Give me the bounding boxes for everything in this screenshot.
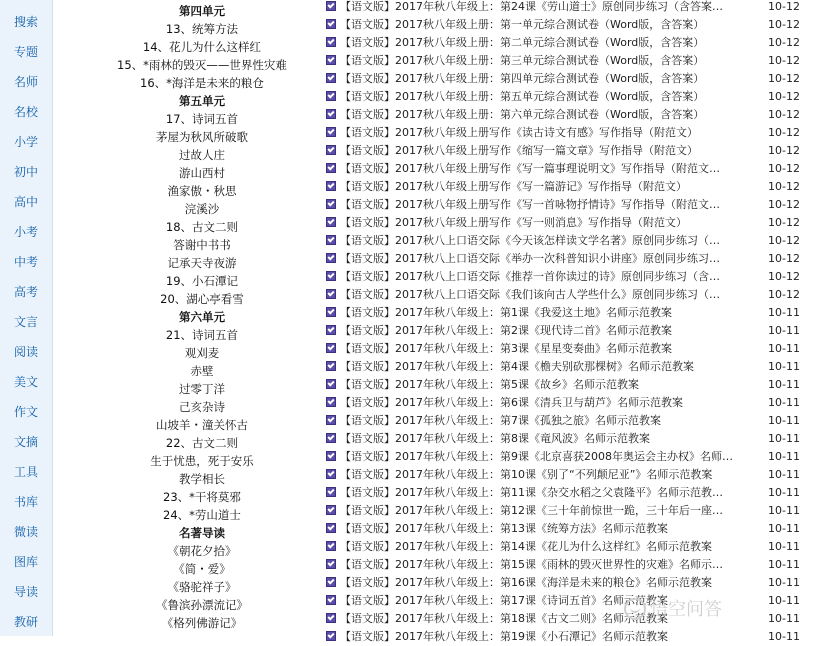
list-item-date: 10-11 xyxy=(768,522,800,535)
list-item-date: 10-11 xyxy=(768,594,800,607)
list-item-date: 10-11 xyxy=(768,432,800,445)
document-checkbox-icon xyxy=(326,37,336,47)
list-item xyxy=(322,286,839,304)
wukong-logo-icon xyxy=(624,598,646,620)
list-item-date: 10-12 xyxy=(768,54,800,67)
list-item xyxy=(322,412,839,430)
list-item xyxy=(322,34,839,52)
toc-link[interactable]: 答谢中书书 xyxy=(173,238,231,252)
list-item-title-link[interactable]: 【语文版】2017年秋八年级上：第4课《檐夫别砍那棵树》名师示范教案 xyxy=(340,360,694,373)
nav-item[interactable]: 导读 xyxy=(13,585,38,599)
document-checkbox-icon xyxy=(326,217,336,227)
list-item-title-link[interactable]: 【语文版】2017秋八年级上册写作《写一篇游记》写作指导（附范文） xyxy=(340,180,687,193)
list-item xyxy=(322,16,839,34)
list-item-title-link[interactable]: 【语文版】2017年秋八年级上：第10课《别了“不列颠尼亚”》名师示范教案 xyxy=(340,468,713,481)
list-item-title-link[interactable]: 【语文版】2017秋八年级上册写作《缩写一篇文章》写作指导（附范文） xyxy=(340,144,698,157)
document-checkbox-icon xyxy=(326,523,336,533)
document-checkbox-icon xyxy=(326,397,336,407)
toc-link[interactable]: 生于忧患，死于安乐 xyxy=(150,454,254,468)
list-item xyxy=(322,574,839,592)
list-item-title-link[interactable]: 【语文版】2017秋八上口语交际《推荐一首你读过的诗》原创同步练习（含… xyxy=(340,270,720,283)
list-item-title-link[interactable]: 【语文版】2017年秋八年级上：第12课《三十年前惊世一跪，三十年后一座… xyxy=(340,504,723,517)
nav-item[interactable]: 教研 xyxy=(13,615,38,629)
toc-link[interactable]: 24、*劳山道士 xyxy=(163,508,241,522)
list-item-title-link[interactable]: 【语文版】2017年秋八年级上：第24课《劳山道士》原创同步练习（含答案… xyxy=(340,0,723,13)
document-checkbox-icon xyxy=(326,487,336,497)
toc-section-heading: 名著导读 xyxy=(179,526,225,540)
list-item-date: 10-12 xyxy=(768,126,800,139)
toc-link[interactable]: 渔家傲・秋思 xyxy=(167,184,237,198)
list-item-date: 10-12 xyxy=(768,144,800,157)
list-item-title-link[interactable]: 【语文版】2017秋八上口语交际《我们该向古人学些什么》原创同步练习（… xyxy=(340,288,720,301)
nav-item[interactable]: 书库 xyxy=(13,495,38,509)
toc-link[interactable]: 赤壁 xyxy=(190,364,214,378)
toc-link[interactable]: 山坡羊・潼关怀古 xyxy=(156,418,248,432)
list-item-title-link[interactable]: 【语文版】2017年秋八年级上：第9课《北京喜获2008年奥运会主办权》名师… xyxy=(340,450,733,463)
list-item xyxy=(322,70,839,88)
nav-item[interactable]: 初中 xyxy=(13,165,38,179)
document-checkbox-icon xyxy=(326,163,336,173)
list-item-title-link[interactable]: 【语文版】2017秋八年级上册写作《写一首咏物抒情诗》写作指导（附范文… xyxy=(340,198,720,211)
list-item-title-link[interactable]: 【语文版】2017秋八年级上册：第五单元综合测试卷（Word版，含答案） xyxy=(340,90,705,103)
document-checkbox-icon xyxy=(326,145,336,155)
list-item-date: 10-11 xyxy=(768,504,800,517)
toc-section-heading: 第五单元 xyxy=(179,94,225,108)
toc-link[interactable]: 19、小石潭记 xyxy=(165,274,239,288)
nav-item[interactable]: 工具 xyxy=(13,465,38,479)
list-item xyxy=(322,484,839,502)
document-checkbox-icon xyxy=(326,631,336,641)
list-item-date: 10-11 xyxy=(768,450,800,463)
document-checkbox-icon xyxy=(326,19,336,29)
list-item xyxy=(322,538,839,556)
document-checkbox-icon xyxy=(326,613,336,623)
toc-section-heading: 第六单元 xyxy=(179,310,225,324)
list-item-title-link[interactable]: 【语文版】2017年秋八年级上：第16课《海洋是未来的粮仓》名师示范教案 xyxy=(340,576,712,589)
document-checkbox-icon xyxy=(326,271,336,281)
toc-link[interactable]: 13、统筹方法 xyxy=(165,22,239,36)
document-checkbox-icon xyxy=(326,253,336,263)
list-item-title-link[interactable]: 【语文版】2017秋八年级上册：第六单元综合测试卷（Word版，含答案） xyxy=(340,108,705,121)
list-item xyxy=(322,88,839,106)
watermark xyxy=(650,595,830,625)
list-item-title-link[interactable]: 【语文版】2017秋八年级上册：第二单元综合测试卷（Word版，含答案） xyxy=(340,36,705,49)
document-checkbox-icon xyxy=(326,235,336,245)
list-item-date: 10-12 xyxy=(768,90,800,103)
list-item-date: 10-11 xyxy=(768,468,800,481)
list-item xyxy=(322,466,839,484)
document-checkbox-icon xyxy=(326,577,336,587)
list-item xyxy=(322,196,839,214)
toc-link[interactable]: 《鲁滨孙漂流记》 xyxy=(156,598,248,612)
nav-item[interactable]: 文摘 xyxy=(13,435,38,449)
list-item-title-link[interactable]: 【语文版】2017年秋八年级上：第5课《故乡》名师示范教案 xyxy=(340,378,639,391)
list-item-date: 10-11 xyxy=(768,630,800,643)
document-checkbox-icon xyxy=(326,1,336,11)
list-item-date: 10-12 xyxy=(768,72,800,85)
table-of-contents xyxy=(84,0,320,636)
list-item-date: 10-12 xyxy=(768,162,800,175)
document-checkbox-icon xyxy=(326,325,336,335)
document-checkbox-icon xyxy=(326,91,336,101)
document-checkbox-icon xyxy=(326,379,336,389)
toc-link[interactable]: 21、诗词五首 xyxy=(165,328,239,342)
nav-item[interactable]: 名校 xyxy=(13,105,38,119)
toc-link[interactable]: 记承天寺夜游 xyxy=(167,256,237,270)
toc-link[interactable]: 游山西村 xyxy=(179,166,225,180)
list-item xyxy=(322,376,839,394)
document-checkbox-icon xyxy=(326,451,336,461)
list-item-title-link[interactable]: 【语文版】2017年秋八年级上：第13课《统筹方法》名师示范教案 xyxy=(340,522,668,535)
list-item xyxy=(322,520,839,538)
document-checkbox-icon xyxy=(326,415,336,425)
list-item xyxy=(322,340,839,358)
toc-link[interactable]: 20、湖心亭看雪 xyxy=(160,292,244,306)
list-item-title-link[interactable]: 【语文版】2017年秋八年级上：第17课《诗词五首》名师示范教案 xyxy=(340,594,668,607)
nav-item[interactable]: 小学 xyxy=(13,135,38,149)
list-item xyxy=(322,178,839,196)
list-item-title-link[interactable]: 【语文版】2017秋八年级上册写作《写一篇事理说明文》写作指导（附范文… xyxy=(340,162,720,175)
list-item-date: 10-12 xyxy=(768,270,800,283)
document-checkbox-icon xyxy=(326,343,336,353)
list-item-date: 10-11 xyxy=(768,612,800,625)
list-item-date: 10-11 xyxy=(768,360,800,373)
nav-item[interactable]: 小考 xyxy=(13,225,38,239)
document-checkbox-icon xyxy=(326,73,336,83)
list-item-date: 10-12 xyxy=(768,36,800,49)
nav-item[interactable]: 图库 xyxy=(13,555,38,569)
document-checkbox-icon xyxy=(326,109,336,119)
list-item-title-link[interactable]: 【语文版】2017秋八年级上册写作《读古诗文有感》写作指导（附范文） xyxy=(340,126,698,139)
nav-item[interactable]: 搜索 xyxy=(13,15,38,29)
list-item-date: 10-11 xyxy=(768,306,800,319)
list-item-date: 10-12 xyxy=(768,252,800,265)
list-item-title-link[interactable]: 【语文版】2017秋八年级上册写作《写一则消息》写作指导（附范文） xyxy=(340,216,687,229)
list-item-date: 10-11 xyxy=(768,378,800,391)
list-item xyxy=(322,106,839,124)
list-item-title-link[interactable]: 【语文版】2017秋八年级上册：第四单元综合测试卷（Word版，含答案） xyxy=(340,72,705,85)
document-checkbox-icon xyxy=(326,127,336,137)
document-checkbox-icon xyxy=(326,55,336,65)
list-item-date: 10-12 xyxy=(768,234,800,247)
toc-link[interactable]: 17、诗词五首 xyxy=(165,112,239,126)
nav-item[interactable]: 中考 xyxy=(13,255,38,269)
list-item-title-link[interactable]: 【语文版】2017年秋八年级上：第7课《孤独之旅》名师示范教案 xyxy=(340,414,661,427)
list-item-date: 10-11 xyxy=(768,540,800,553)
list-item-date: 10-12 xyxy=(768,0,800,13)
toc-link[interactable]: 观刈麦 xyxy=(184,346,220,360)
nav-item[interactable]: 高中 xyxy=(13,195,38,209)
nav-item[interactable]: 专题 xyxy=(13,45,38,59)
list-item-title-link[interactable]: 【语文版】2017年秋八年级上：第14课《花儿为什么这样红》名师示范教案 xyxy=(340,540,712,553)
list-item-title-link[interactable]: 【语文版】2017年秋八年级上：第18课《古文二则》名师示范教案 xyxy=(340,612,668,625)
list-item-date: 10-12 xyxy=(768,108,800,121)
toc-link[interactable]: 16、*海洋是未来的粮仓 xyxy=(140,76,264,90)
toc-link[interactable]: 教学相长 xyxy=(179,472,225,486)
resource-list xyxy=(322,0,839,643)
list-item xyxy=(322,124,839,142)
list-item xyxy=(322,250,839,268)
nav-item[interactable]: 阅读 xyxy=(13,345,38,359)
toc-link[interactable]: 15、*雨林的毁灭——世界性灾难 xyxy=(117,58,287,72)
toc-link[interactable]: 浣溪沙 xyxy=(184,202,220,216)
document-checkbox-icon xyxy=(326,199,336,209)
side-navigation xyxy=(0,0,53,636)
list-item-title-link[interactable]: 【语文版】2017秋八上口语交际《今天该怎样读文学名著》原创同步练习（… xyxy=(340,234,720,247)
list-item xyxy=(322,628,839,646)
document-checkbox-icon xyxy=(326,289,336,299)
list-item-title-link[interactable]: 【语文版】2017年秋八年级上：第19课《小石潭记》名师示范教案 xyxy=(340,630,668,643)
nav-item[interactable]: 文言 xyxy=(13,315,38,329)
list-item xyxy=(322,214,839,232)
list-item-title-link[interactable]: 【语文版】2017年秋八年级上：第8课《竜风波》名师示范教案 xyxy=(340,432,650,445)
list-item xyxy=(322,322,839,340)
document-checkbox-icon xyxy=(326,307,336,317)
document-checkbox-icon xyxy=(326,469,336,479)
document-checkbox-icon xyxy=(326,541,336,551)
toc-link[interactable]: 《朝花夕拾》 xyxy=(167,544,237,558)
list-item-title-link[interactable]: 【语文版】2017年秋八年级上：第2课《现代诗二首》名师示范教案 xyxy=(340,324,672,337)
list-item xyxy=(322,448,839,466)
list-item xyxy=(322,268,839,286)
list-item-title-link[interactable]: 【语文版】2017秋八上口语交际《举办一次科普知识小讲座》原创同步练习… xyxy=(340,252,720,265)
list-item-title-link[interactable]: 【语文版】2017年秋八年级上：第1课《我爱这土地》名师示范教案 xyxy=(340,306,672,319)
document-checkbox-icon xyxy=(326,505,336,515)
list-item-date: 10-11 xyxy=(768,576,800,589)
list-item xyxy=(322,556,839,574)
document-checkbox-icon xyxy=(326,361,336,371)
list-item xyxy=(322,304,839,322)
toc-link[interactable]: 《骆驼祥子》 xyxy=(167,580,237,594)
list-item-title-link[interactable]: 【语文版】2017秋八年级上册：第三单元综合测试卷（Word版，含答案） xyxy=(340,54,705,67)
toc-link[interactable]: 18、古文二则 xyxy=(165,220,239,234)
list-item-date: 10-12 xyxy=(768,198,800,211)
toc-link[interactable]: 22、古文二则 xyxy=(165,436,239,450)
list-item xyxy=(322,232,839,250)
toc-link[interactable]: 过零丁洋 xyxy=(179,382,225,396)
list-item xyxy=(322,430,839,448)
toc-link[interactable]: 茅屋为秋风所破歌 xyxy=(156,130,248,144)
list-item-title-link[interactable]: 【语文版】2017年秋八年级上：第3课《星星变奏曲》名师示范教案 xyxy=(340,342,672,355)
list-item-date: 10-12 xyxy=(768,288,800,301)
document-checkbox-icon xyxy=(326,433,336,443)
nav-item[interactable]: 高考 xyxy=(13,285,38,299)
nav-item[interactable]: 名师 xyxy=(13,75,38,89)
list-item xyxy=(322,358,839,376)
list-item xyxy=(322,160,839,178)
list-item xyxy=(322,394,839,412)
list-item-title-link[interactable]: 【语文版】2017年秋八年级上：第11课《杂交水稻之父袁隆平》名师示范教… xyxy=(340,486,723,499)
list-item-title-link[interactable]: 【语文版】2017秋八年级上册：第一单元综合测试卷（Word版，含答案） xyxy=(340,18,705,31)
list-item xyxy=(322,52,839,70)
list-item-date: 10-12 xyxy=(768,18,800,31)
nav-item[interactable]: 美文 xyxy=(13,375,38,389)
toc-link[interactable]: 过故人庄 xyxy=(179,148,225,162)
list-item-date: 10-11 xyxy=(768,414,800,427)
toc-link[interactable]: 14、花儿为什么这样红 xyxy=(142,40,262,54)
list-item-date: 10-11 xyxy=(768,324,800,337)
list-item-date: 10-11 xyxy=(768,558,800,571)
list-item-date: 10-12 xyxy=(768,180,800,193)
list-item-date: 10-11 xyxy=(768,342,800,355)
document-checkbox-icon xyxy=(326,181,336,191)
list-item-title-link[interactable]: 【语文版】2017年秋八年级上：第6课《清兵卫与葫芦》名师示范教案 xyxy=(340,396,683,409)
list-item-title-link[interactable]: 【语文版】2017年秋八年级上：第15课《雨林的毁灭世界性的灾难》名师示… xyxy=(340,558,723,571)
toc-section-heading: 第四单元 xyxy=(179,4,225,18)
toc-link[interactable]: 己亥杂诗 xyxy=(179,400,225,414)
watermark-text: 悟空问答 xyxy=(650,599,722,620)
list-item xyxy=(322,0,839,16)
toc-link[interactable]: 23、*干将莫邪 xyxy=(163,490,241,504)
list-item xyxy=(322,502,839,520)
list-item-date: 10-11 xyxy=(768,396,800,409)
toc-link[interactable]: 《简・爱》 xyxy=(173,562,231,576)
nav-item[interactable]: 作文 xyxy=(13,405,38,419)
list-item-date: 10-11 xyxy=(768,486,800,499)
document-checkbox-icon xyxy=(326,559,336,569)
nav-item[interactable]: 微读 xyxy=(13,525,38,539)
document-checkbox-icon xyxy=(326,595,336,605)
list-item-date: 10-12 xyxy=(768,216,800,229)
list-item xyxy=(322,142,839,160)
toc-link[interactable]: 《格列佛游记》 xyxy=(161,616,243,630)
